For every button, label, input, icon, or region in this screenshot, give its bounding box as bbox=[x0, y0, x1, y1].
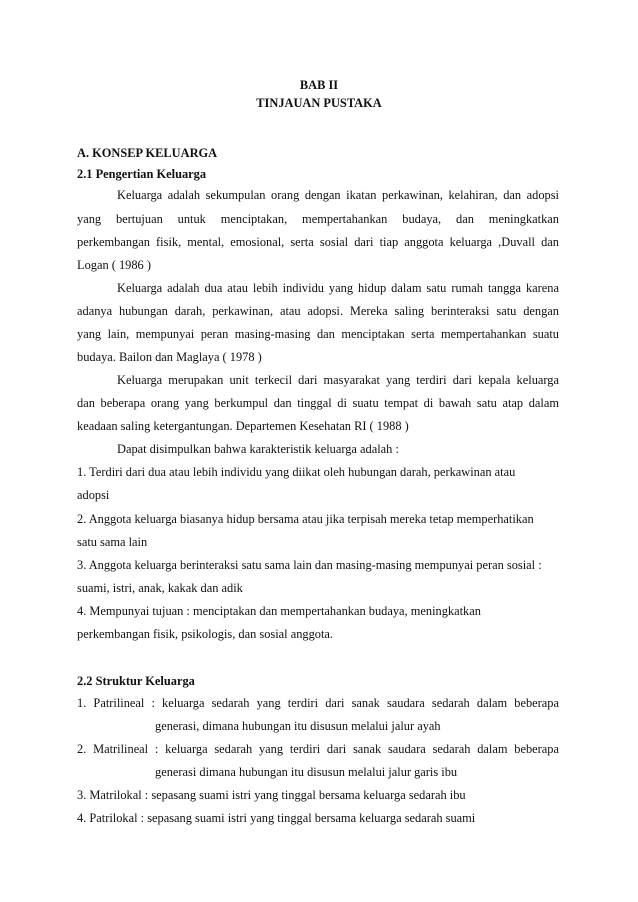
paragraph-3-line-3: keadaan saling ketergantungan. Departemen Kesehatan RI ( 1988 ) bbox=[77, 419, 409, 433]
paragraph-2-line-3: yang lain, mempunyai peran masing-masing dan menciptakan serta mempertahankan suatu bbox=[77, 327, 559, 341]
structure-3: 3. Matrilokal : sepasang suami istri yang tinggal bersama keluarga sedarah ibu bbox=[77, 788, 466, 802]
paragraph-1-line-1: Keluarga adalah sekumpulan orang dengan ikatan perkawinan, kelahiran, dan adopsi bbox=[117, 188, 559, 202]
structure-1-line-2: generasi, dimana hubungan itu disusun melalui jalur ayah bbox=[155, 719, 441, 733]
paragraph-2-line-1: Keluarga adalah dua atau lebih individu yang hidup dalam satu rumah tangga karena bbox=[117, 281, 559, 295]
characteristic-3-line-2: suami, istri, anak, kakak dan adik bbox=[77, 581, 243, 595]
characteristic-4-line-2: perkembangan fisik, psikologis, dan sosial anggota. bbox=[77, 627, 334, 641]
characteristic-1-line-2: adopsi bbox=[77, 488, 110, 502]
paragraph-3-line-1: Keluarga merupakan unit terkecil dari masyarakat yang terdiri dari kepala keluarga bbox=[117, 373, 559, 387]
structure-1-line-1: 1. Patrilineal : keluarga sedarah yang terdiri dari sanak saudara sedarah dalam beberapa bbox=[77, 696, 559, 710]
chapter-number: BAB II bbox=[299, 78, 339, 92]
subsection-heading-2-2: 2.2 Struktur Keluarga bbox=[77, 674, 195, 688]
paragraph-4: Dapat disimpulkan bahwa karakteristik keluarga adalah : bbox=[117, 442, 399, 456]
paragraph-2-line-4: budaya. Bailon dan Maglaya ( 1978 ) bbox=[77, 350, 262, 364]
paragraph-2-line-2: adanya hubungan darah, perkawinan, atau adopsi. Mereka saling berinteraksi satu dengan bbox=[77, 304, 559, 318]
structure-2-line-1: 2. Matrilineal : keluarga sedarah yang terdiri dari sanak saudara sedarah dalam beberapa bbox=[77, 742, 559, 756]
chapter-title: TINJAUAN PUSTAKA bbox=[256, 96, 382, 110]
paragraph-1-line-2: yang bertujuan untuk menciptakan, mempertahankan budaya, dan meningkatkan bbox=[77, 212, 559, 226]
characteristic-1-line-1: 1. Terdiri dari dua atau lebih individu yang diikat oleh hubungan darah, perkawinan atau bbox=[77, 465, 516, 479]
subsection-heading-2-1: 2.1 Pengertian Keluarga bbox=[77, 167, 207, 181]
characteristic-4-line-1: 4. Mempunyai tujuan : menciptakan dan mempertahankan budaya, meningkatkan bbox=[77, 604, 481, 618]
characteristic-2-line-2: satu sama lain bbox=[77, 535, 148, 549]
paragraph-1-line-3: perkembangan fisik, mental, emosional, serta sosial dari tiap anggota keluarga ,Duvall dan bbox=[77, 235, 559, 249]
characteristic-2-line-1: 2. Anggota keluarga biasanya hidup bersama atau jika terpisah mereka tetap memperhatikan bbox=[77, 512, 534, 526]
paragraph-3-line-2: dan beberapa orang yang berkumpul dan tinggal di suatu tempat di bawah satu atap dalam bbox=[77, 396, 559, 410]
structure-4: 4. Patrilokal : sepasang suami istri yang tinggal bersama keluarga sedarah suami bbox=[77, 811, 476, 825]
structure-2-line-2: generasi dimana hubungan itu disusun melalui jalur garis ibu bbox=[155, 765, 458, 779]
paragraph-1-line-4: Logan ( 1986 ) bbox=[77, 258, 151, 272]
section-heading-a: A. KONSEP KELUARGA bbox=[77, 146, 218, 160]
characteristic-3-line-1: 3. Anggota keluarga berinteraksi satu sama lain dan masing-masing mempunyai peran sosial : bbox=[77, 558, 542, 572]
